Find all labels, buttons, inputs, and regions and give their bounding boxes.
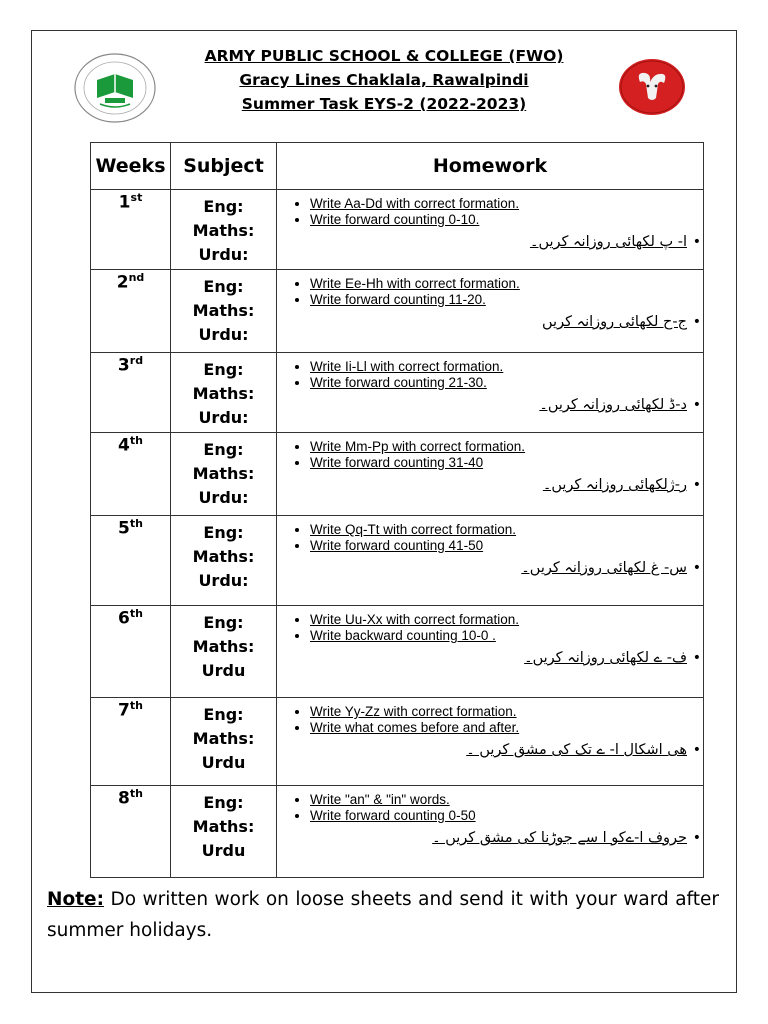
english-task: • Write Qq-Tt with correct formation.	[310, 522, 697, 538]
week-suffix: th	[129, 607, 143, 620]
subject-label: Maths:	[192, 547, 255, 566]
maths-task: • Write forward counting 31-40	[310, 455, 697, 471]
homework-list	[285, 439, 697, 471]
subject-label: Urdu:	[198, 408, 249, 427]
subject-label: Eng:	[203, 523, 244, 542]
maths-task: • Write what comes before and after.	[310, 720, 697, 736]
homework-cell	[277, 606, 704, 698]
school-name: ARMY PUBLIC SCHOOL & COLLEGE (FWO)	[204, 47, 564, 65]
subject-label: Urdu	[201, 753, 246, 772]
subject-cell	[171, 433, 277, 516]
table-row	[91, 516, 704, 606]
table-row	[91, 190, 704, 270]
homework-list	[285, 196, 697, 228]
homework-cell	[277, 270, 704, 353]
subject-label: Eng:	[203, 440, 244, 459]
week-suffix: st	[130, 191, 143, 204]
english-task: • Write Ee-Hh with correct formation.	[310, 276, 697, 292]
urdu-task: ف- ے لکھائی روزانہ کریں۔ •	[285, 650, 697, 666]
document-title: Summer Task EYS-2 (2022-2023)	[241, 95, 527, 113]
homework-list	[285, 704, 697, 736]
subject-label: Eng:	[203, 793, 244, 812]
table-row	[91, 433, 704, 516]
table-row	[91, 698, 704, 786]
subject-cell	[171, 698, 277, 786]
english-task: • Write Mm-Pp with correct formation.	[310, 439, 697, 455]
homework-cell	[277, 433, 704, 516]
subject-label: Urdu	[201, 661, 246, 680]
subject-label: Urdu	[201, 841, 246, 860]
maths-task: • Write forward counting 41-50	[310, 538, 697, 554]
subject-label: Maths:	[192, 637, 255, 656]
week-cell	[91, 786, 171, 878]
week-cell	[91, 433, 171, 516]
subject-cell	[171, 190, 277, 270]
homework-cell	[277, 698, 704, 786]
homework-table	[90, 142, 704, 878]
subject-label: Maths:	[192, 221, 255, 240]
urdu-task: ج-ح لکھائی روزانہ کریں •	[285, 314, 697, 330]
homework-list	[285, 359, 697, 391]
subject-label: Maths:	[192, 817, 255, 836]
subject-label: Maths:	[192, 729, 255, 748]
header-weeks: Weeks	[91, 143, 171, 190]
maths-task: • Write forward counting 0-50	[310, 808, 697, 824]
week-suffix: th	[129, 699, 143, 712]
urdu-task: ھی اشکال ا- ے تک کی مشق کریں ۔ •	[285, 742, 697, 758]
subject-label: Eng:	[203, 277, 244, 296]
note-paragraph	[47, 884, 719, 946]
week-cell	[91, 270, 171, 353]
english-task: • Write Uu-Xx with correct formation.	[310, 612, 697, 628]
week-cell	[91, 606, 171, 698]
table-row	[91, 786, 704, 878]
urdu-task: ا- پ لکھائی روزانہ کریں۔ •	[285, 234, 697, 250]
week-number: 3	[117, 355, 130, 376]
homework-list	[285, 792, 697, 824]
maths-task: • Write forward counting 11-20.	[310, 292, 697, 308]
english-task: • Write "an" & "in" words.	[310, 792, 697, 808]
english-task: • Write Yy-Zz with correct formation.	[310, 704, 697, 720]
homework-list	[285, 276, 697, 308]
week-number: 2	[116, 272, 129, 293]
header-homework: Homework	[277, 143, 704, 190]
subject-cell	[171, 353, 277, 433]
urdu-task: ر-ژلکھائی روزانہ کریں۔ •	[285, 477, 697, 493]
week-number: 8	[118, 788, 130, 809]
subject-label: Eng:	[203, 197, 244, 216]
urdu-task: د-ڈ لکھائی روزانہ کریں۔ •	[285, 397, 697, 413]
week-number: 1	[118, 192, 131, 213]
subject-label: Eng:	[203, 705, 244, 724]
homework-cell	[277, 353, 704, 433]
week-cell	[91, 516, 171, 606]
week-cell	[91, 190, 171, 270]
table-row	[91, 606, 704, 698]
week-suffix: th	[129, 434, 143, 447]
subject-cell	[171, 606, 277, 698]
note-text: Do written work on loose sheets and send it with your ward after summer holidays.	[47, 889, 719, 941]
homework-cell	[277, 190, 704, 270]
subject-cell	[171, 516, 277, 606]
subject-label: Maths:	[192, 464, 255, 483]
homework-list	[285, 612, 697, 644]
english-task: • Write Aa-Dd with correct formation.	[310, 196, 697, 212]
urdu-task: س- غ لکھائی روزانہ کریں۔ •	[285, 560, 697, 576]
week-cell	[91, 353, 171, 433]
homework-cell	[277, 516, 704, 606]
week-suffix: th	[129, 517, 143, 530]
week-suffix: th	[129, 787, 143, 800]
document-header	[0, 44, 768, 116]
subject-label: Urdu:	[198, 325, 249, 344]
week-number: 6	[118, 608, 130, 629]
subject-cell	[171, 786, 277, 878]
maths-task: • Write forward counting 0-10.	[310, 212, 697, 228]
note-label: Note:	[47, 889, 104, 910]
subject-label: Eng:	[203, 360, 244, 379]
homework-list	[285, 522, 697, 554]
homework-cell	[277, 786, 704, 878]
header-subject: Subject	[171, 143, 277, 190]
table-row	[91, 270, 704, 353]
week-cell	[91, 698, 171, 786]
english-task: • Write Ii-Ll with correct formation.	[310, 359, 697, 375]
week-number: 7	[118, 700, 130, 721]
week-suffix: rd	[129, 354, 144, 367]
table-header-row	[91, 143, 704, 190]
table-row	[91, 353, 704, 433]
subject-label: Maths:	[192, 301, 255, 320]
subject-label: Eng:	[203, 613, 244, 632]
week-number: 4	[118, 435, 130, 456]
week-suffix: nd	[128, 271, 145, 284]
week-number: 5	[118, 518, 130, 539]
subject-cell	[171, 270, 277, 353]
subject-label: Maths:	[192, 384, 255, 403]
maths-task: • Write forward counting 21-30.	[310, 375, 697, 391]
subject-label: Urdu:	[198, 245, 249, 264]
urdu-task: حروف ا-ےکو ا سے جوڑنا کی مشق کریں ۔ •	[285, 830, 697, 846]
maths-task: • Write backward counting 10-0 .	[310, 628, 697, 644]
subject-label: Urdu:	[198, 571, 249, 590]
school-address: Gracy Lines Chaklala, Rawalpindi	[239, 71, 529, 89]
subject-label: Urdu:	[198, 488, 249, 507]
